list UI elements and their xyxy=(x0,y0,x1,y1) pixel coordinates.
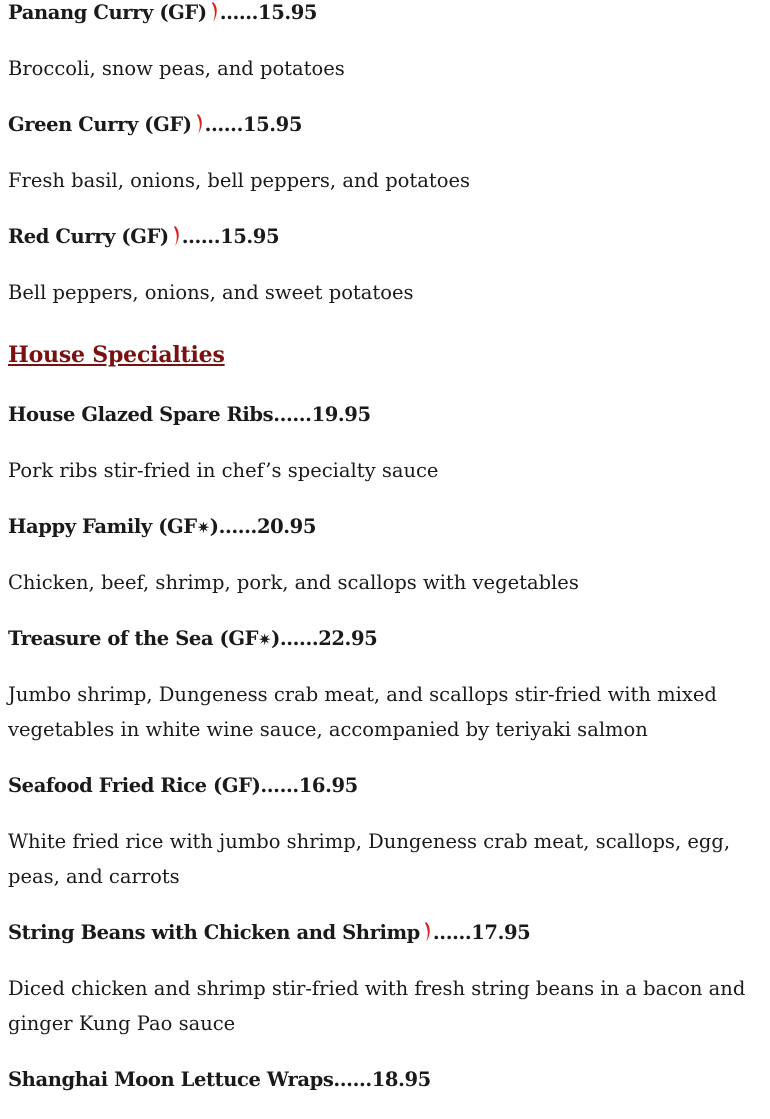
menu-item-title xyxy=(8,509,760,545)
chili-pepper-icon xyxy=(196,114,204,134)
menu-item-description: Broccoli, snow peas, and potatoes xyxy=(8,57,345,80)
menu-item-description: Bell peppers, onions, and sweet potatoes xyxy=(8,281,414,304)
item-price: ......17.95 xyxy=(432,921,531,944)
chili-pepper-icon xyxy=(211,2,219,22)
menu-item-title xyxy=(8,107,760,142)
star-symbol: ✷ xyxy=(196,518,210,537)
item-name: Green Curry (GF) xyxy=(8,113,192,136)
menu-item-title xyxy=(8,397,760,432)
item-name-close: ) xyxy=(271,627,280,650)
menu-item-description: Chicken, beef, shrimp, pork, and scallops with vegetables xyxy=(8,571,579,594)
item-price: ......20.95 xyxy=(218,515,317,538)
menu-item-title xyxy=(8,1062,760,1097)
menu-item-description: Fresh basil, onions, bell peppers, and potatoes xyxy=(8,169,471,192)
chili-pepper-icon xyxy=(424,922,432,942)
item-price: ......15.95 xyxy=(219,1,318,24)
menu-item-description: Diced chicken and shrimp stir-fried with fresh string beans in a bacon and ginger Kung Pao sauce xyxy=(8,977,746,1035)
item-price: ......18.95 xyxy=(333,1068,431,1091)
menu-item-description: White fried rice with jumbo shrimp, Dungeness crab meat, scallops, egg, peas, and carrots xyxy=(8,830,731,888)
item-name: String Beans with Chicken and Shrimp xyxy=(8,921,420,944)
item-name: Seafood Fried Rice (GF) xyxy=(8,774,261,797)
menu-item-title xyxy=(8,768,760,803)
menu-item-description: Jumbo shrimp, Dungeness crab meat, and scallops stir-fried with mixed vegetables in white wine sauce, accompanied by teriyaki salmon xyxy=(8,683,717,741)
item-price: ......19.95 xyxy=(273,403,371,426)
item-price: ......15.95 xyxy=(204,113,303,136)
item-name: Shanghai Moon Lettuce Wraps xyxy=(8,1068,334,1091)
item-name: Treasure of the Sea (GF xyxy=(8,627,259,650)
menu-item-title xyxy=(8,915,760,950)
item-name: Red Curry (GF) xyxy=(8,225,169,248)
item-price: ......15.95 xyxy=(181,225,280,248)
menu-item-title xyxy=(8,219,760,254)
menu-item-title xyxy=(8,0,760,30)
item-name: Panang Curry (GF) xyxy=(8,1,207,24)
menu-item-description: Pork ribs stir-fried in chef’s specialty sauce xyxy=(8,459,439,482)
menu-item-title xyxy=(8,621,760,657)
item-name-close: ) xyxy=(209,515,219,538)
item-price: ......22.95 xyxy=(279,627,378,650)
section-heading: House Specialties xyxy=(8,342,225,368)
star-symbol: ✷ xyxy=(258,630,272,649)
item-price: ......16.95 xyxy=(260,774,358,797)
item-name: House Glazed Spare Ribs xyxy=(8,403,274,426)
chili-pepper-icon xyxy=(173,226,181,246)
item-name: Happy Family (GF xyxy=(8,515,197,538)
